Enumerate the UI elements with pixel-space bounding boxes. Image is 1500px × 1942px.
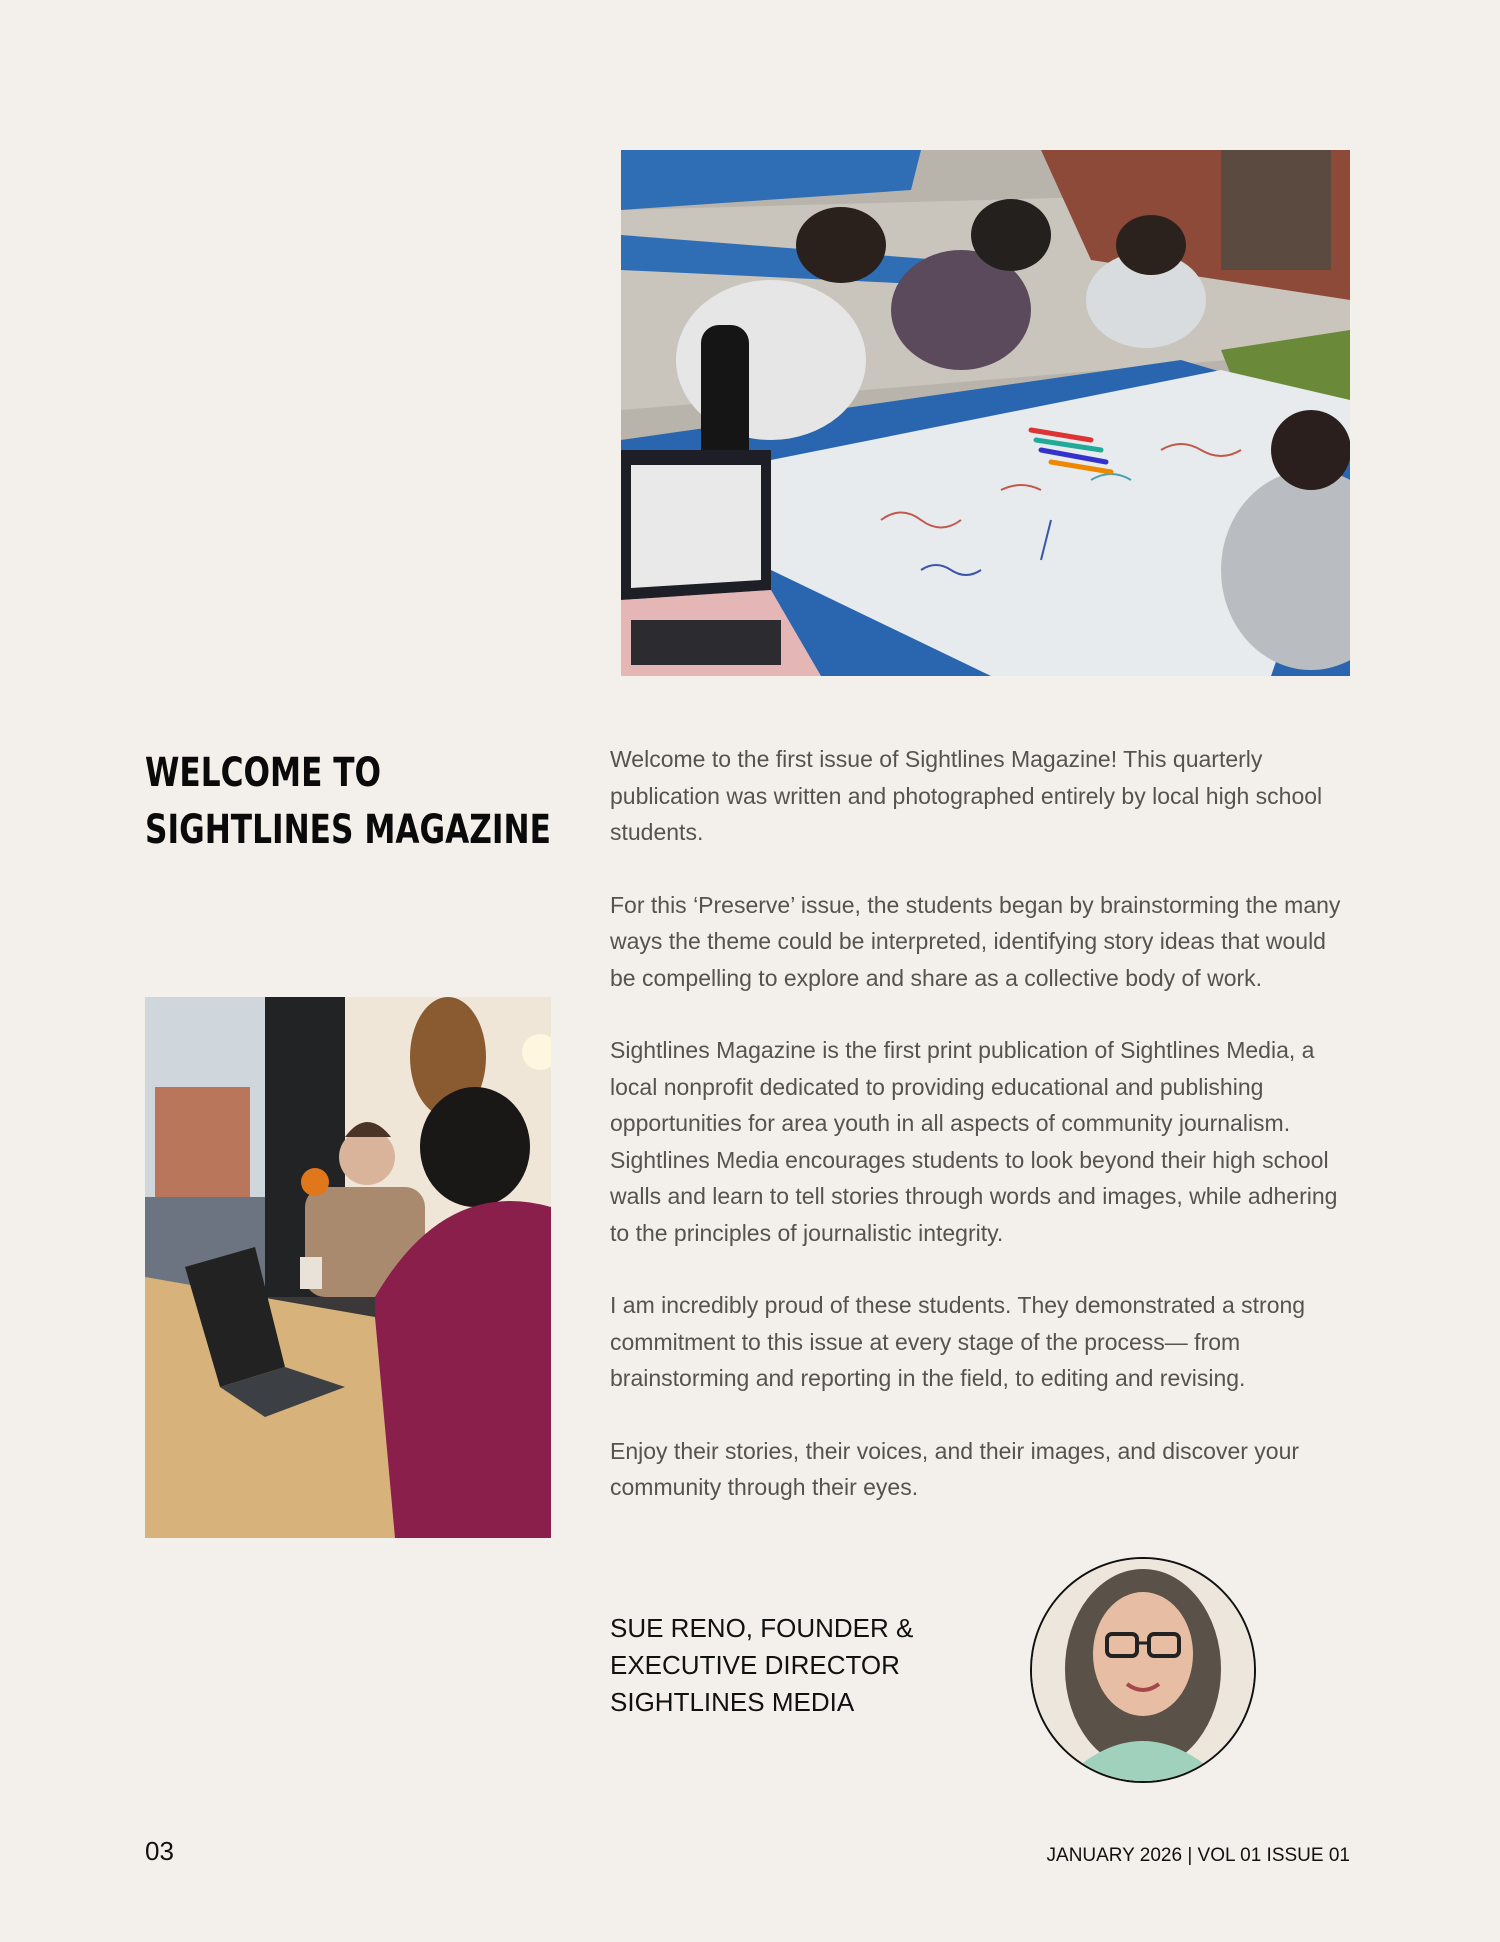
issue-info: JANUARY 2026 | VOL 01 ISSUE 01 bbox=[1046, 1845, 1350, 1866]
article-title-line-1: WELCOME TO bbox=[145, 750, 382, 796]
author-signature bbox=[610, 1610, 990, 1721]
article-paragraph: Welcome to the first issue of Sightlines Magazine! This quarterly publication was written and photographed entirely by local high school students. bbox=[610, 746, 1323, 845]
article-paragraph: For this ‘Preserve’ issue, the students began by brainstorming the many ways the theme could be interpreted, identifying story ideas that would be compelling to explore and share as a collective body of work. bbox=[610, 891, 1341, 991]
article-title bbox=[145, 745, 551, 859]
article-body bbox=[610, 741, 1355, 1542]
article-paragraph: Enjoy their stories, their voices, and their images, and discover your community through their eyes. bbox=[610, 1437, 1300, 1500]
author-organization: SIGHTLINES MEDIA bbox=[610, 1687, 855, 1717]
page-number: 03 bbox=[145, 1836, 174, 1866]
author-name-title: SUE RENO, FOUNDER & bbox=[610, 1613, 914, 1643]
photo-students-brainstorming bbox=[621, 150, 1350, 676]
author-portrait bbox=[1030, 1557, 1256, 1783]
author-role: EXECUTIVE DIRECTOR bbox=[610, 1650, 900, 1680]
photo-cafe-interview bbox=[145, 997, 551, 1538]
article-paragraph: Sightlines Magazine is the first print publication of Sightlines Media, a local nonprofit dedicated to providing educational and publishing opportunities for area youth in all aspects of community journalism. Sightlines Media encourages students to look beyond their high school walls and learn to tell stories through words and images, while adhering to the principles of journalistic integrity. bbox=[610, 1037, 1338, 1246]
article-paragraph: I am incredibly proud of these students. They demonstrated a strong commitment to this issue at every stage of the process— from brainstorming and reporting in the field, to editing and revising. bbox=[610, 1292, 1306, 1391]
article-title-line-2: SIGHTLINES MAGAZINE bbox=[145, 807, 551, 853]
